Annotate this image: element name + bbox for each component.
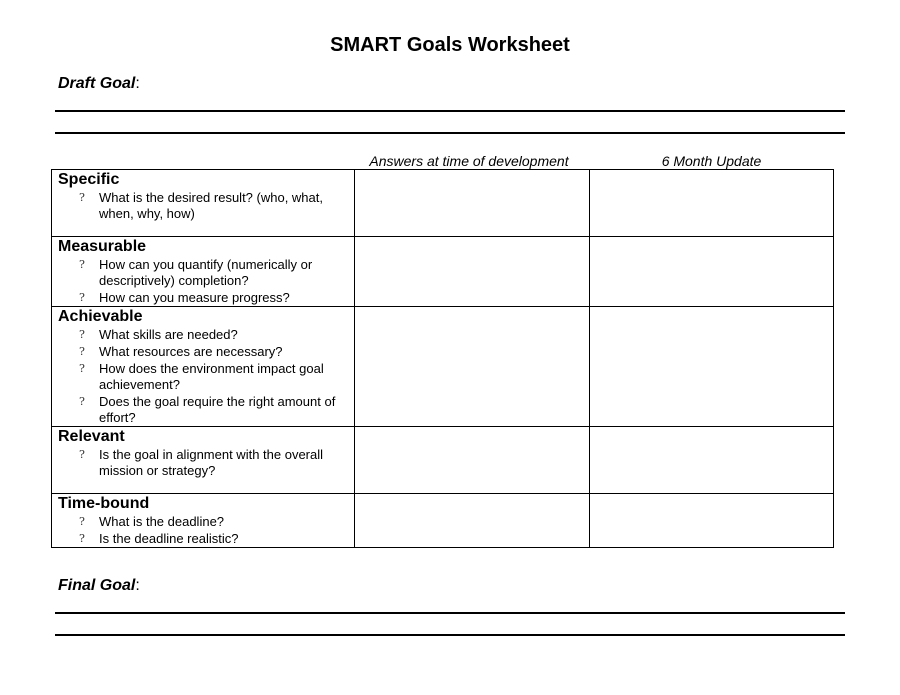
bullet-icon: ?: [79, 515, 85, 528]
bullet-icon: ?: [79, 291, 85, 304]
criteria-title-specific: Specific: [58, 171, 120, 188]
question-text: Does the goal require the right amount of effort?: [99, 394, 336, 425]
draft-goal-line-2[interactable]: [55, 132, 845, 134]
table-row-relevant: [52, 427, 834, 494]
table-row-measurable: [52, 237, 834, 307]
draft-goal-label: [58, 74, 140, 94]
page-title: SMART Goals Worksheet: [330, 34, 570, 56]
question-text: What skills are needed?: [99, 327, 238, 342]
bullet-icon: ?: [79, 328, 85, 341]
answer-cell-relevant[interactable]: [355, 427, 590, 494]
question-text: What is the deadline?: [99, 514, 225, 529]
criteria-cell-time-bound: [52, 494, 355, 548]
table-row-achievable: [52, 307, 834, 427]
table-row-time-bound: [52, 494, 834, 548]
criteria-title-time-bound: Time-bound: [58, 495, 150, 512]
criteria-cell-relevant: [52, 427, 355, 494]
question-list-achievable: [58, 327, 350, 426]
final-goal-colon: :: [135, 577, 140, 594]
update-cell-time-bound[interactable]: [590, 494, 834, 548]
question-list-specific: [58, 190, 350, 222]
answer-cell-time-bound[interactable]: [355, 494, 590, 548]
bullet-icon: ?: [79, 395, 85, 408]
question-item: [58, 394, 350, 426]
bullet-icon: ?: [79, 448, 85, 461]
answer-cell-specific[interactable]: [355, 170, 590, 237]
question-text: How does the environment impact goal achievement?: [99, 361, 324, 392]
update-cell-achievable[interactable]: [590, 307, 834, 427]
criteria-title-measurable: Measurable: [58, 238, 147, 255]
question-text: How can you measure progress?: [99, 290, 290, 305]
final-goal-label-text: Final Goal: [58, 577, 136, 594]
question-text: How can you quantify (numerically or descriptively) completion?: [99, 257, 313, 288]
draft-goal-colon: :: [135, 75, 140, 92]
answer-cell-measurable[interactable]: [355, 237, 590, 307]
column-header-answers: Answers at time of development: [369, 153, 569, 169]
bullet-icon: ?: [79, 191, 85, 204]
update-cell-relevant[interactable]: [590, 427, 834, 494]
bullet-icon: ?: [79, 362, 85, 375]
draft-goal-label-text: Draft Goal: [58, 75, 136, 92]
question-text: What resources are necessary?: [99, 344, 283, 359]
bullet-icon: ?: [79, 532, 85, 545]
question-list-relevant: [58, 447, 350, 479]
question-item: [58, 257, 350, 289]
update-cell-measurable[interactable]: [590, 237, 834, 307]
criteria-cell-specific: [52, 170, 355, 237]
final-goal-line-2[interactable]: [55, 634, 845, 636]
final-goal-label: [58, 576, 140, 596]
table-row-specific: [52, 170, 834, 237]
criteria-title-relevant: Relevant: [58, 428, 125, 445]
question-item: [58, 531, 350, 547]
question-item: [58, 361, 350, 393]
question-item: [58, 327, 350, 343]
column-header-update: 6 Month Update: [661, 153, 762, 169]
question-list-measurable: [58, 257, 350, 306]
question-item: [58, 190, 350, 222]
question-list-time-bound: [58, 514, 350, 547]
bullet-icon: ?: [79, 345, 85, 358]
criteria-title-achievable: Achievable: [58, 308, 143, 325]
question-text: What is the desired result? (who, what, when, why, how): [99, 190, 323, 221]
smart-criteria-table: [51, 169, 834, 548]
update-cell-specific[interactable]: [590, 170, 834, 237]
question-item: [58, 344, 350, 360]
question-item: [58, 447, 350, 479]
criteria-cell-measurable: [52, 237, 355, 307]
draft-goal-line-1[interactable]: [55, 110, 845, 112]
final-goal-line-1[interactable]: [55, 612, 845, 614]
criteria-cell-achievable: [52, 307, 355, 427]
question-text: Is the goal in alignment with the overall mission or strategy?: [99, 447, 324, 478]
question-text: Is the deadline realistic?: [99, 531, 239, 546]
question-item: [58, 514, 350, 530]
question-item: [58, 290, 350, 306]
bullet-icon: ?: [79, 258, 85, 271]
answer-cell-achievable[interactable]: [355, 307, 590, 427]
